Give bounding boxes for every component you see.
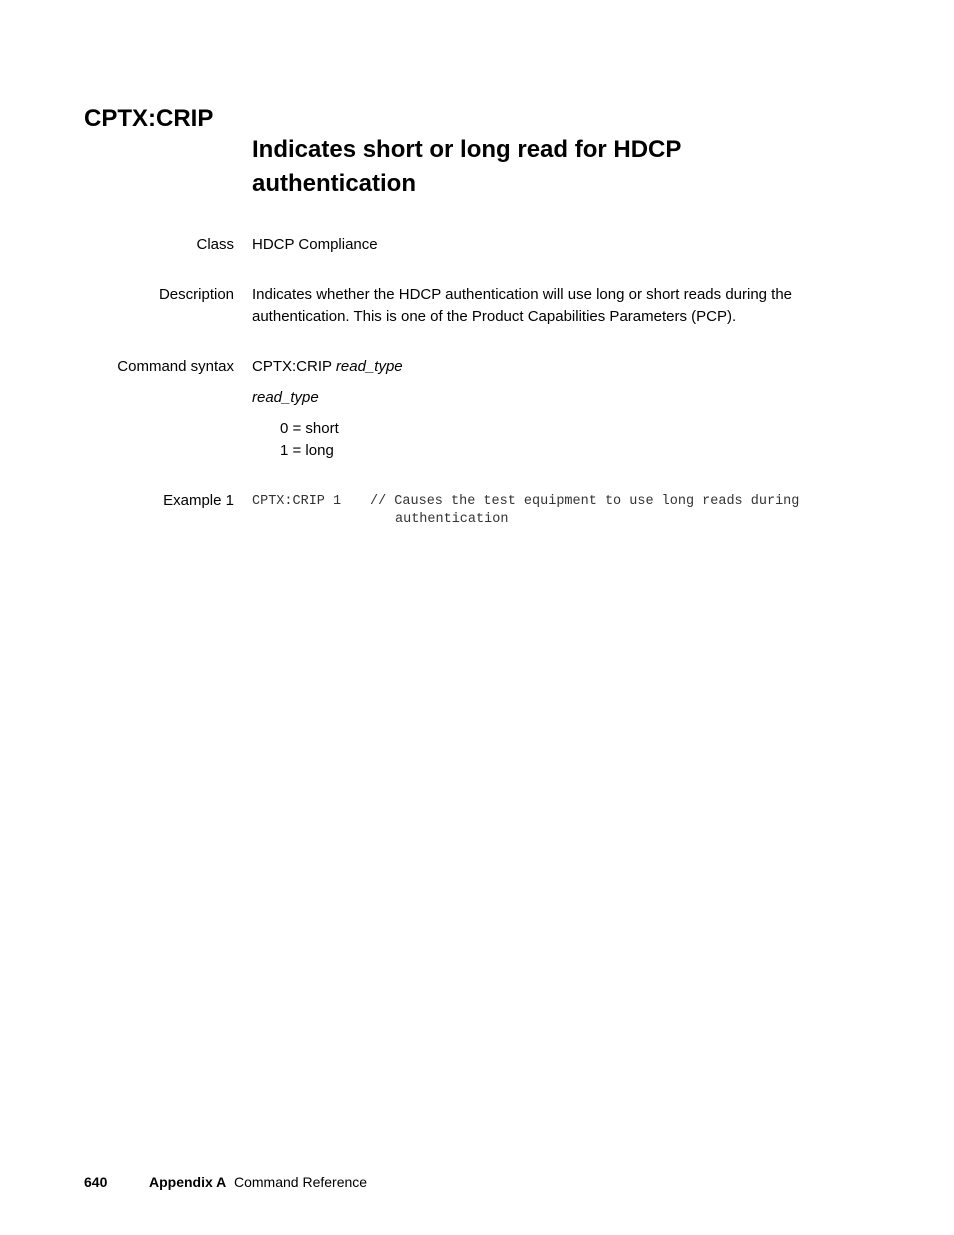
command-title: Indicates short or long read for HDCP authentication [252,136,681,197]
class-label: Class [196,236,234,253]
syntax-param: read_type [335,358,403,375]
param-option-long: 1 = long [280,442,334,459]
syntax-command: CPTX:CRIP [252,358,332,375]
command-name: CPTX:CRIP [84,105,214,132]
class-value: HDCP Compliance [252,236,378,253]
command-syntax-value [252,356,842,378]
example-comment-line2: authentication [395,512,509,527]
example-code: CPTX:CRIP 1 [252,494,342,509]
command-syntax-label: Command syntax [117,358,234,375]
description-text: Indicates whether the HDCP authentication will use long or short reads during the authentication. This is one of the Product Capabilities Parameters (PCP). [252,286,793,325]
example-comment-line1: // Causes the test equipment to use long reads during [370,494,800,509]
footer-section: Command Reference [234,1174,368,1190]
page-number: 640 [84,1174,108,1190]
footer-appendix: Appendix A [149,1174,227,1190]
param-heading: read_type [252,389,319,406]
param-option-short: 0 = short [280,420,339,437]
example-label: Example 1 [163,492,234,509]
description-label: Description [158,286,234,303]
